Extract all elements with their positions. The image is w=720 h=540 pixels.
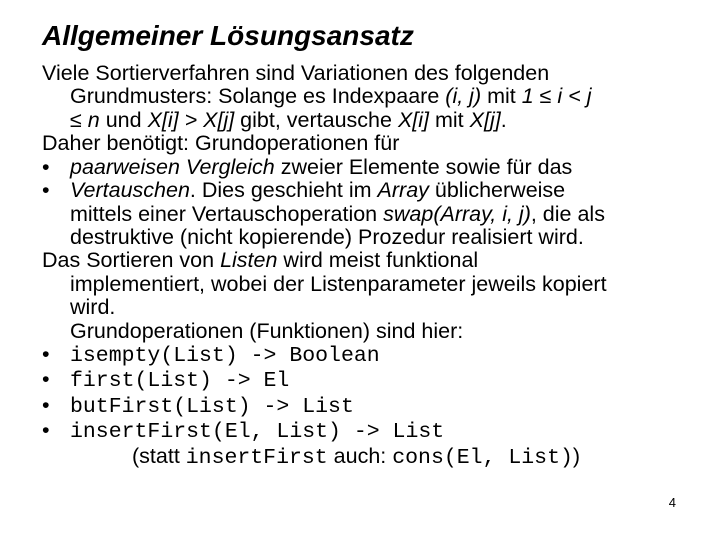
slide-body <box>42 62 682 470</box>
code-span: cons(El, List) <box>392 445 573 470</box>
para3-line1 <box>42 249 682 272</box>
text-span: üblicherweise <box>428 178 566 203</box>
element-ref: X[i] <box>397 107 430 132</box>
para3-line3: wird. <box>70 295 116 320</box>
text-span: (statt <box>132 443 186 468</box>
bullet-icon: • <box>42 367 50 392</box>
text-span: wird meist funktional <box>277 248 479 273</box>
text-span: Grundmusters: Solange es Indexpaare <box>70 84 446 109</box>
bullet-icon: • <box>42 418 50 443</box>
text-span: . Dies geschieht im <box>189 178 378 203</box>
op-signature: isempty(List) -> Boolean <box>70 344 380 369</box>
para2-line1: Daher benötigt: Grundoperationen für <box>42 131 400 156</box>
text-span: Listen <box>220 248 278 273</box>
text-span: Das Sortieren von <box>42 248 221 273</box>
cons-note <box>42 445 682 470</box>
op-insertfirst <box>42 419 682 444</box>
text-span: mit <box>481 84 522 109</box>
bullet-swap-line3: destruktive (nicht kopierende) Prozedur realisiert wird. <box>70 224 584 249</box>
bullet-icon: • <box>42 178 50 203</box>
para3-line2: implementiert, wobei der Listenparameter jeweils kopiert <box>70 271 607 296</box>
bullet-swap <box>42 179 682 202</box>
text-span: Array <box>377 178 429 203</box>
text-span: Vertauschen <box>70 178 190 203</box>
op-signature: first(List) -> El <box>70 369 290 394</box>
bullet-swap-line2 <box>42 203 682 226</box>
page-number: 4 <box>668 495 676 510</box>
text-span: auch: <box>327 443 393 468</box>
swap-signature: swap(Array, i, j) <box>383 201 531 226</box>
op-isempty <box>42 343 682 368</box>
text-span: mit <box>429 107 470 132</box>
text-span: gibt, vertausche <box>234 107 398 132</box>
para1-line2 <box>42 85 682 108</box>
op-signature: butFirst(List) -> List <box>70 394 354 419</box>
bullet-compare <box>42 156 682 179</box>
text-span: und <box>99 107 148 132</box>
text-span: mittels einer Vertauschoperation <box>70 201 384 226</box>
element-ref: X[j] <box>469 107 501 132</box>
op-signature: insertFirst(El, List) -> List <box>70 420 445 445</box>
text-span: ) <box>572 443 581 468</box>
bullet-icon: • <box>42 392 50 417</box>
para3-line4: Grundoperationen (Funktionen) sind hier: <box>70 318 464 343</box>
para1-line3 <box>42 109 682 132</box>
index-condition: 1 ≤ i < j <box>521 84 592 109</box>
index-pair: (i, j) <box>445 84 482 109</box>
text-span: paarweisen Vergleich <box>70 154 275 179</box>
slide-title: Allgemeiner Lösungsansatz <box>42 20 414 51</box>
bullet-icon: • <box>42 342 50 367</box>
para1-line1: Viele Sortierverfahren sind Variationen des folgenden <box>42 61 550 85</box>
text-span: . <box>500 107 507 132</box>
op-butfirst <box>42 394 682 419</box>
text-span: zweier Elemente sowie für das <box>274 154 573 179</box>
compare-condition: X[i] > X[j] <box>147 107 235 132</box>
code-span: insertFirst <box>185 445 328 470</box>
op-first <box>42 368 682 393</box>
bullet-icon: • <box>42 154 50 179</box>
text-span: , die als <box>530 201 605 226</box>
index-condition: ≤ n <box>70 107 100 132</box>
